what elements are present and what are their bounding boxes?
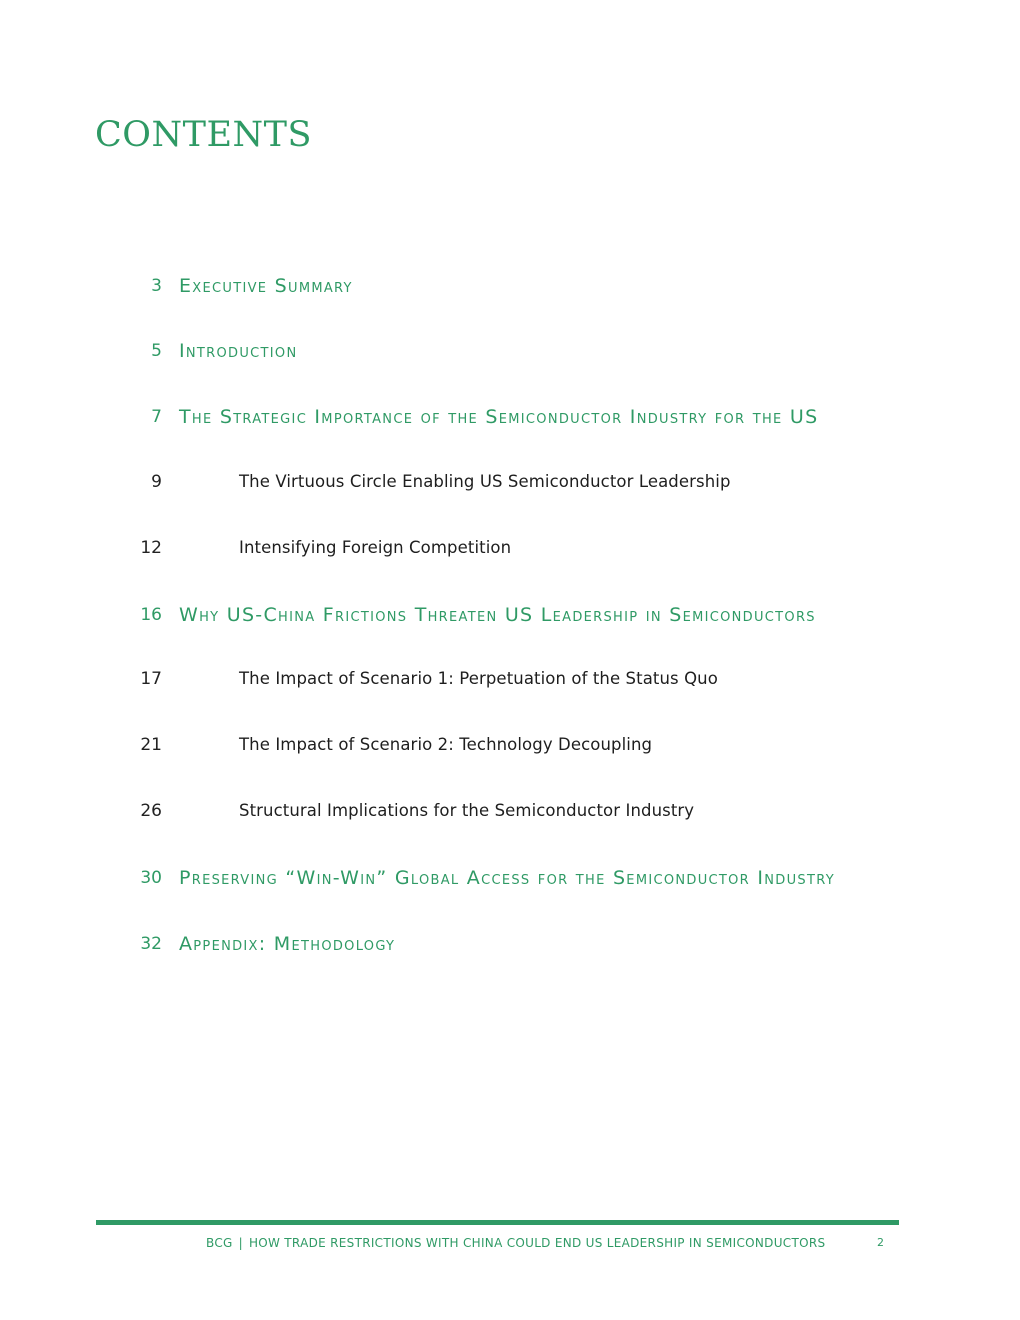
toc-entry-executive-summary[interactable] [0, 271, 1020, 301]
toc-entry-label: Introduction [179, 340, 298, 362]
toc-entry-label: Structural Implications for the Semiconductor Industry [239, 801, 695, 820]
toc-page-number: 3 [151, 276, 162, 296]
toc-entry-label: Preserving “Win-Win” Global Access for the Semiconductor Industry [179, 867, 835, 889]
toc-page-number: 21 [140, 735, 162, 755]
toc-entry-label: Appendix: Methodology [179, 933, 396, 955]
page-title: CONTENTS [95, 115, 312, 155]
toc-page-number: 30 [140, 868, 162, 888]
toc-page-number: 12 [140, 538, 162, 558]
toc-entry-us-china-frictions[interactable] [0, 600, 1020, 630]
toc-entry-introduction[interactable] [0, 336, 1020, 366]
toc-entry-virtuous-circle[interactable] [0, 467, 1020, 497]
toc-entry-label: The Strategic Importance of the Semiconductor Industry for the US [179, 406, 819, 428]
toc-page-number: 7 [151, 407, 162, 427]
toc-entry-scenario-2[interactable] [0, 730, 1020, 760]
toc-page-number: 32 [140, 934, 162, 954]
toc-entry-foreign-competition[interactable] [0, 533, 1020, 563]
toc-page-number: 9 [151, 472, 162, 492]
toc-entry-strategic-importance[interactable] [0, 402, 1020, 432]
toc-entry-scenario-1[interactable] [0, 664, 1020, 694]
footer-running-title [206, 1234, 825, 1252]
toc-page-number: 5 [151, 341, 162, 361]
footer-page-number: 2 [877, 1236, 884, 1249]
footer-document-title: HOW TRADE RESTRICTIONS WITH CHINA COULD END US LEADERSHIP IN SEMICONDUCTORS [248, 1236, 826, 1250]
toc-page-number: 17 [140, 669, 162, 689]
toc-entry-label: The Impact of Scenario 2: Technology Decoupling [239, 735, 653, 754]
toc-entry-structural-implications[interactable] [0, 796, 1020, 826]
toc-entry-label: Intensifying Foreign Competition [239, 538, 512, 557]
toc-entry-win-win-access[interactable] [0, 863, 1020, 893]
toc-entry-label: The Virtuous Circle Enabling US Semiconductor Leadership [239, 472, 731, 491]
footer-divider [96, 1220, 899, 1225]
footer-separator: | [238, 1236, 243, 1250]
toc-entry-label: Executive Summary [179, 275, 353, 297]
toc-entry-appendix[interactable] [0, 929, 1020, 959]
toc-entry-label: The Impact of Scenario 1: Perpetuation of the Status Quo [239, 669, 718, 688]
toc-page-number: 26 [140, 801, 162, 821]
footer-brand: BCG [206, 1236, 233, 1250]
toc-page-number: 16 [140, 605, 162, 625]
toc-entry-label: Why US-China Frictions Threaten US Leadership in Semiconductors [179, 604, 816, 626]
